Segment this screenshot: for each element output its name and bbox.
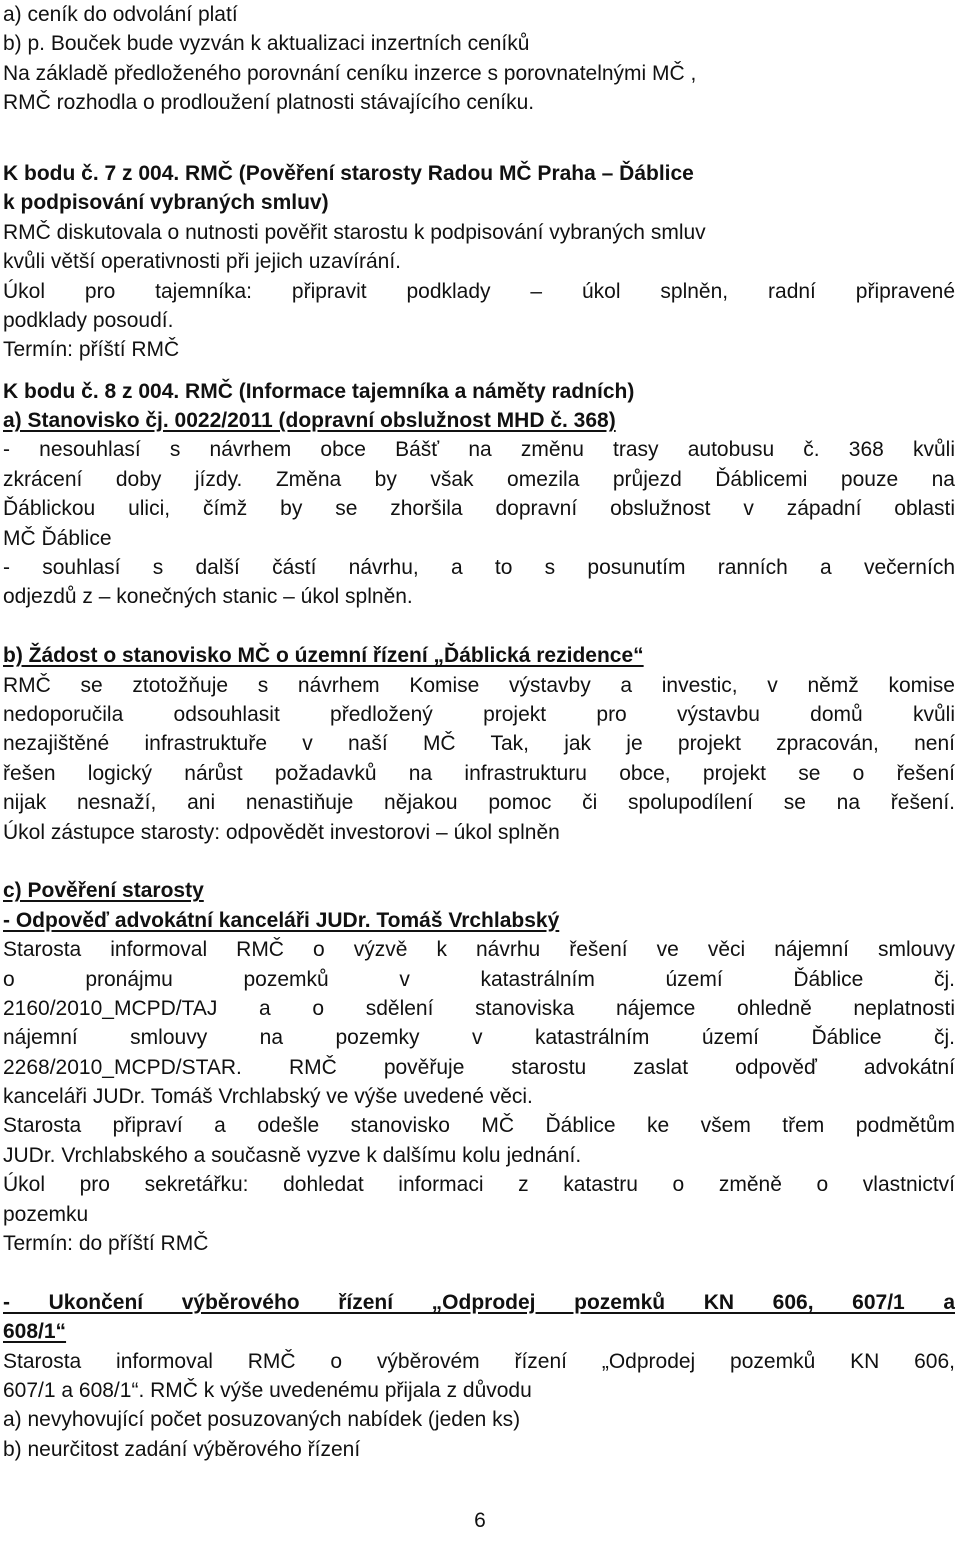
text-line: Ďáblickou ulici, čímž by se zhoršila dopravní obslužnost v západní oblasti — [3, 497, 955, 521]
text-line: RMČ rozhodla o prodloužení platnosti stávajícího ceníku. — [3, 91, 535, 115]
task-line: podklady posoudí. — [3, 308, 174, 332]
text-line: kanceláři JUDr. Tomáš Vrchlabský ve výše uvedené věci. — [3, 1085, 533, 1109]
text-line: o pronájmu pozemků v katastrálním území Ďáblice čj. — [3, 967, 955, 991]
text-line: pozemku — [3, 1202, 89, 1226]
text-line: - souhlasí s další částí návrhu, a to s posunutím ranních a večerních — [3, 556, 955, 580]
text-line: nezajištěné infrastruktuře v naší MČ Tak, jak je projekt zpracován, není — [3, 732, 955, 756]
item-d-heading-cont: 608/1“ — [3, 1320, 67, 1344]
page-number: 6 — [474, 1509, 486, 1532]
text-line: b) p. Bouček bude vyzván k aktualizaci inzertních ceníků — [3, 32, 530, 56]
item-b-heading: b) Žádost o stanovisko MČ o územní řízení „Ďáblická rezidence“ — [3, 644, 644, 668]
text-line: 607/1 a 608/1“. RMČ k výše uvedenému přijala z důvodu — [3, 1378, 532, 1402]
deadline-line: Termín: do příští RMČ — [3, 1232, 209, 1256]
text-line: nájemní smlouvy na pozemky v katastrálním území Ďáblice čj. — [3, 1026, 955, 1050]
item-c-subheading: - Odpověď advokátní kanceláři JUDr. Tomáš Vrchlabský — [3, 908, 560, 932]
item-c-heading: c) Pověření starosty — [3, 879, 204, 903]
item-8-heading: K bodu č. 8 z 004. RMČ (Informace tajemníka a náměty radních) — [3, 379, 635, 403]
text-line: nijak nesnaží, ani nenastiňuje nějakou pomoc či spolupodílení se na řešení. — [3, 791, 955, 815]
text-line: 2160/2010_MCPD/TAJ a o sdělení stanoviska nájemce ohledně neplatnosti — [3, 996, 955, 1020]
text-line: Na základě předloženého porovnání ceníku inzerce s porovnatelnými MČ , — [3, 61, 697, 85]
text-line: RMČ se ztotožňuje s návrhem Komise výstavby a investic, v němž komise — [3, 673, 955, 697]
item-8-subheading: a) Stanovisko čj. 0022/2011 (dopravní obslužnost MHD č. 368) — [3, 409, 616, 433]
text-line: Starosta informoval RMČ o výběrovém řízení „Odprodej pozemků KN 606, — [3, 1349, 955, 1373]
text-line: zkrácení doby jízdy. Změna by však omezila průjezd Ďáblicemi pouze na — [3, 467, 955, 491]
deadline-line: Termín: příští RMČ — [3, 338, 180, 362]
text-line: JUDr. Vrchlabského a současně vyzve k dalšímu kolu jednání. — [3, 1143, 582, 1167]
text-line: - nesouhlasí s návrhem obce Bášť na změnu trasy autobusu č. 368 kvůli — [3, 438, 955, 462]
text-line: a) ceník do odvolání platí — [3, 3, 238, 26]
text-line: Starosta připraví a odešle stanovisko MČ Ďáblice ke všem třem podmětům — [3, 1114, 955, 1138]
text-line: Starosta informoval RMČ o výzvě k návrhu řešení ve věci nájemní smlouvy — [3, 938, 955, 962]
text-line: MČ Ďáblice — [3, 526, 112, 550]
text-line: 2268/2010_MCPD/STAR. RMČ pověřuje starostu zaslat odpověď advokátní — [3, 1055, 955, 1079]
text-line: RMČ diskutovala o nutnosti pověřit starostu k podpisování vybraných smluv — [3, 220, 706, 244]
item-d-heading: - Ukončení výběrového řízení „Odprodej pozemků KN 606, 607/1 a — [3, 1290, 955, 1314]
text-line: b) neurčitost zadání výběrového řízení — [3, 1437, 361, 1461]
text-line: nedoporučila odsouhlasit předložený projekt pro výstavbu domů kvůli — [3, 702, 955, 726]
task-line: Úkol pro tajemníka: připravit podklady – úkol splněn, radní připravené — [3, 279, 955, 303]
text-line: řešen logický nárůst požadavků na infrastrukturu obce, projekt se o řešení — [3, 761, 955, 785]
document-page — [3, 0, 955, 1464]
task-line: Úkol pro sekretářku: dohledat informaci z katastru o změně o vlastnictví — [3, 1173, 955, 1197]
item-7-heading: K bodu č. 7 z 004. RMČ (Pověření starosty Radou MČ Praha – Ďáblice — [3, 161, 694, 185]
task-line: Úkol zástupce starosty: odpovědět investorovi – úkol splněn — [3, 820, 560, 844]
text-line: kvůli větší operativnosti při jejich uzavírání. — [3, 250, 402, 274]
text-line: a) nevyhovující počet posuzovaných nabídek (jeden ks) — [3, 1408, 521, 1432]
text-line: odjezdů z – konečných stanic – úkol splněn. — [3, 585, 413, 609]
item-7-heading-cont: k podpisování vybraných smluv) — [3, 191, 329, 215]
